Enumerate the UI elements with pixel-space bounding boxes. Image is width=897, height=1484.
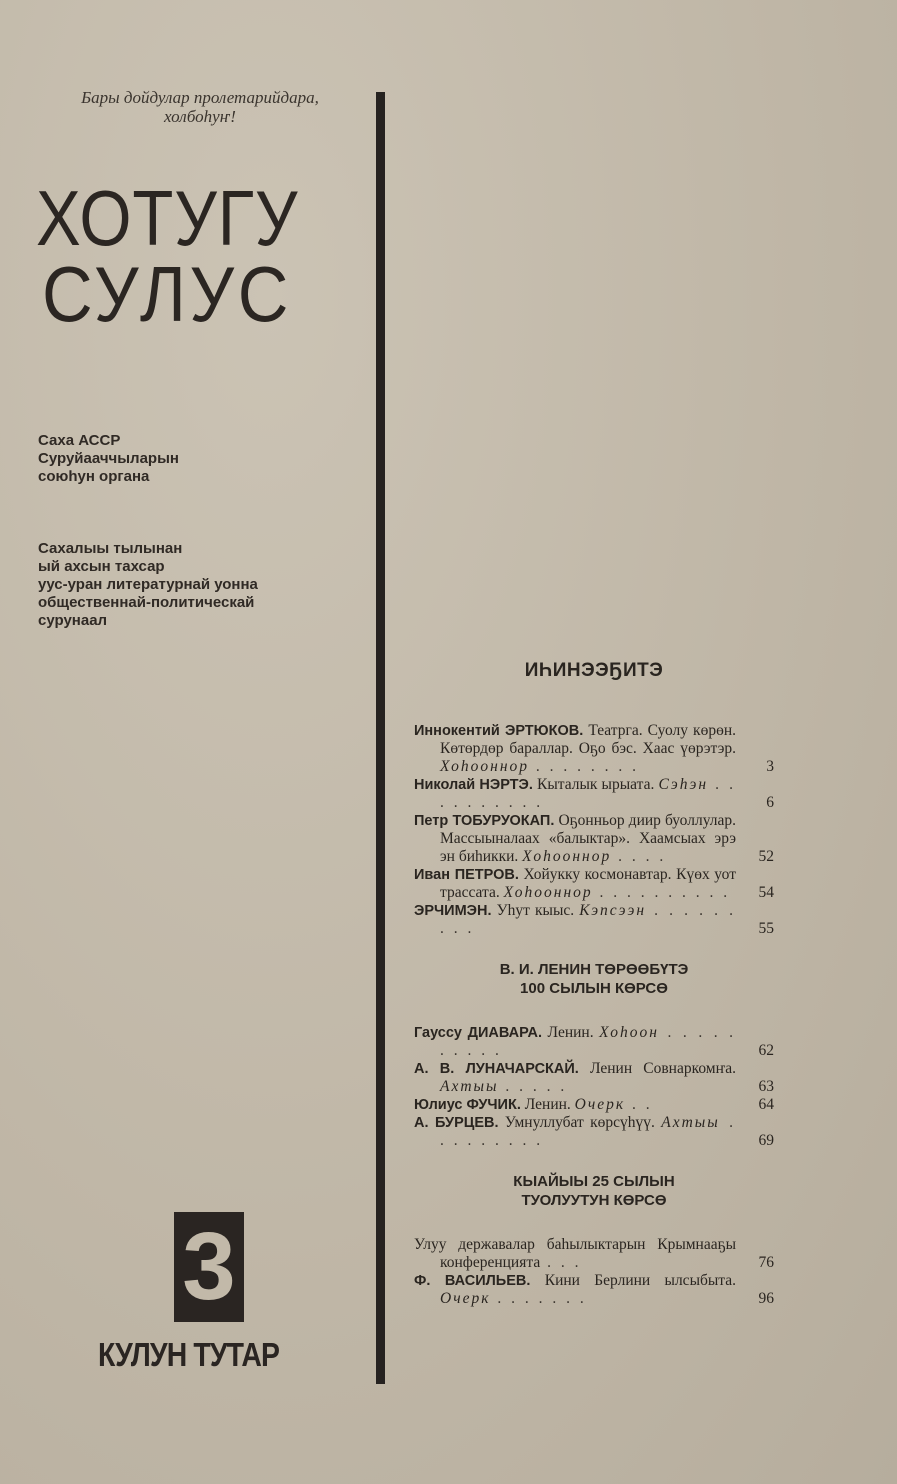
table-of-contents xyxy=(414,660,774,1308)
toc-entry xyxy=(414,812,774,866)
section-heading-line: 100 СЫЛЫН КӨРСӨ xyxy=(520,980,668,997)
entry-genre: Сэһэн xyxy=(658,776,709,793)
entry-genre: Очерк xyxy=(440,1290,491,1307)
entry-author: Петр ТОБУРУОКАП. xyxy=(414,813,555,829)
magazine-title xyxy=(36,174,366,338)
entry-author: Иван ПЕТРОВ. xyxy=(414,867,519,883)
entry-genre: Ахтыы xyxy=(661,1114,720,1131)
entry-leader-dots: . . . . . . . . . xyxy=(440,1114,737,1149)
entry-leader-dots: . . xyxy=(625,1096,653,1113)
toc-body xyxy=(414,722,774,1308)
entry-title: Уһут кыыс. xyxy=(496,902,575,919)
motto-line: холбоһуҥ! xyxy=(164,107,236,126)
description-line: уус-уран литературнай уонна xyxy=(38,576,258,593)
section-heading-line: КЫАЙЫЫ 25 СЫЛЫН xyxy=(513,1173,675,1190)
entry-title: Улуу державалар баһылыктарын Крымнааҕы конференцията xyxy=(414,1236,736,1271)
entry-page-number: 54 xyxy=(758,884,774,901)
description-line: общественнай-политическай xyxy=(38,594,255,611)
organ-line: Суруйааччыларын xyxy=(38,450,179,467)
entry-title: Ленин. xyxy=(524,1096,571,1113)
entry-leader-dots: . . . . xyxy=(611,848,667,865)
toc-entry xyxy=(414,866,774,902)
toc-entry xyxy=(414,1060,774,1096)
section-heading-line: В. И. ЛЕНИН ТӨРӨӨБҮТЭ xyxy=(499,961,689,978)
toc-section xyxy=(414,960,774,1150)
entry-title: Оҕонньор диир буоллулар. Массыыналаах «балыктар». Хаамсыах эрэ эн биһикки. xyxy=(440,812,736,865)
entry-page-number: 55 xyxy=(758,920,774,937)
motto-line: Бары дойдулар пролетарийдара, xyxy=(81,88,319,107)
issue-number: 3 xyxy=(174,1212,244,1322)
entry-author: Иннокентий ЭРТЮКОВ. xyxy=(414,723,584,739)
issue-month: КУЛУН ТУТАР xyxy=(98,1336,280,1373)
entry-genre: Ахтыы xyxy=(440,1078,499,1095)
entry-author: Юлиус ФУЧИК. xyxy=(414,1097,521,1113)
entry-genre: Хоһооннор xyxy=(440,758,530,775)
entry-title: Ленин Совнаркомҥа. xyxy=(589,1060,737,1077)
organ-line: Саха АССР xyxy=(38,432,121,449)
toc-section xyxy=(414,1172,774,1308)
entry-author: Ф. ВАСИЛЬЕВ. xyxy=(414,1273,531,1289)
toc-entry xyxy=(414,722,774,776)
entry-leader-dots: . . . . . . . . . xyxy=(440,902,737,937)
toc-entry xyxy=(414,1024,774,1060)
entry-page-number: 64 xyxy=(758,1096,774,1113)
entry-author: Гауссу ДИАВАРА. xyxy=(414,1025,543,1041)
entry-leader-dots: . . . . . . . xyxy=(490,1290,587,1307)
entry-page-number: 52 xyxy=(758,848,774,865)
entry-leader-dots: . . . . . . . . . . xyxy=(592,884,731,901)
toc-entry xyxy=(414,1096,774,1114)
toc-entry xyxy=(414,1114,774,1150)
entry-genre: Хоһоон xyxy=(599,1024,659,1041)
entry-title: Кыталык ырыата. xyxy=(537,776,655,793)
entry-title: Ленин. xyxy=(547,1024,594,1041)
entry-title: Хойукку космонавтар. Күөх уот трассата. xyxy=(440,866,736,901)
entry-leader-dots: . . . . . . . . . . xyxy=(440,776,737,811)
section-heading xyxy=(414,960,774,998)
section-heading-line: ТУОЛУУТУН КӨРСӨ xyxy=(521,1192,667,1209)
vertical-divider xyxy=(376,92,385,1384)
entry-title: Театрга. Суолу көрөн. Көтөрдөр бараллар. Оҕо бэс. Хаас үөрэтэр. xyxy=(440,722,736,757)
entry-genre: Кэпсээн xyxy=(579,902,647,919)
title-line-1: ХОТУГУ xyxy=(36,174,299,262)
entry-genre: Очерк xyxy=(574,1096,626,1113)
entry-page-number: 69 xyxy=(758,1132,774,1149)
entry-author: Николай НЭРТЭ. xyxy=(414,777,533,793)
magazine-description xyxy=(38,540,338,630)
entry-author: ЭРЧИМЭН. xyxy=(414,903,492,919)
toc-heading: ИҺИНЭЭҔИТЭ xyxy=(524,660,664,681)
entry-page-number: 3 xyxy=(766,758,774,775)
description-line: Сахалыы тылынан xyxy=(38,540,183,557)
toc-entry xyxy=(414,776,774,812)
entry-leader-dots: . . . xyxy=(540,1254,582,1271)
entry-page-number: 6 xyxy=(766,794,774,811)
section-heading xyxy=(414,1172,774,1210)
toc-entry xyxy=(414,902,774,938)
toc-section xyxy=(414,722,774,938)
organ-line: союһун органа xyxy=(38,468,150,485)
publisher-organ xyxy=(38,432,338,486)
entry-leader-dots: . . . . . . . . xyxy=(529,758,640,775)
title-line-2: СУЛУС xyxy=(42,250,292,338)
entry-author: А. БУРЦЕВ. xyxy=(414,1115,499,1131)
motto xyxy=(40,88,360,126)
entry-page-number: 63 xyxy=(758,1078,774,1095)
entry-page-number: 96 xyxy=(758,1290,774,1307)
entry-leader-dots: . . . . . . . . . . xyxy=(440,1024,737,1059)
entry-title: Умнуллубат көрсүһүү. xyxy=(504,1114,655,1131)
entry-title: Кини Берлини ылсыбыта. xyxy=(544,1272,736,1289)
entry-page-number: 76 xyxy=(758,1254,774,1271)
description-line: сурунаал xyxy=(38,612,108,629)
entry-page-number: 62 xyxy=(758,1042,774,1059)
toc-entry xyxy=(414,1272,774,1308)
description-line: ый ахсын тахсар xyxy=(38,558,165,575)
entry-leader-dots: . . . . . xyxy=(498,1078,568,1095)
toc-entry xyxy=(414,1236,774,1272)
entry-genre: Хоһооннор xyxy=(503,884,593,901)
entry-author: А. В. ЛУНАЧАРСКАЙ. xyxy=(414,1061,579,1077)
entry-genre: Хоһооннор xyxy=(522,848,612,865)
